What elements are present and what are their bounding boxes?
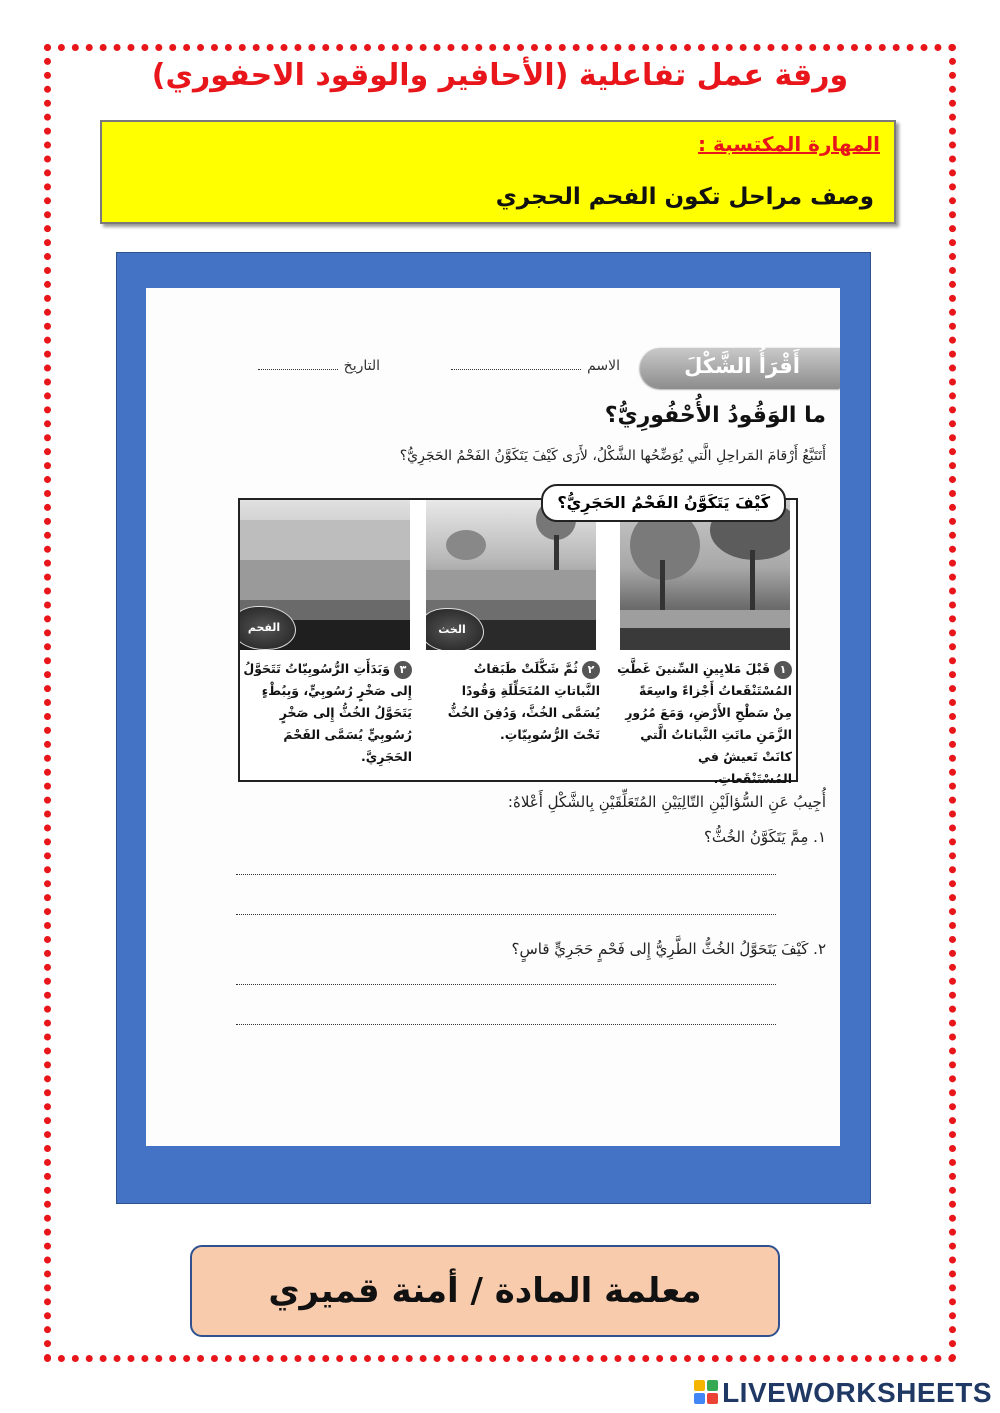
liveworksheets-logo <box>694 1377 992 1409</box>
answer-2-line-1[interactable] <box>236 984 776 985</box>
stage-3-illustration <box>240 500 410 650</box>
date-label: التاريخ <box>343 358 380 374</box>
question-1-number: ١. <box>813 828 826 846</box>
answer-instructions: أُجِيبُ عَنِ السُّؤالَيْنِ التّالِيَيْنِ المُتَعَلِّقَيْنِ بِالشَّكْلِ أَعْلاهُ: <box>507 793 826 811</box>
stage-2-text: ثُمَّ شَكَّلَتْ طَبَقاتُ النَّباتاتِ المُتَحَلِّلَةِ وَقُودًا يُسَمَّى الخُثَّ، وَدُفِنَ الخُثُّ تَحْتَ الرُّسُوبِيّاتِ. <box>447 661 600 742</box>
read-figure-tab-label: أَقْرَأُ الشَّكْلَ <box>684 354 800 378</box>
stage-2-number: ٢ <box>582 661 600 679</box>
name-label: الاسم <box>587 358 620 374</box>
skill-box <box>100 120 896 224</box>
stage-1-text: قَبْلَ مَلايِينِ السِّنينَ غَطَّتِ المُسْتَنْقَعاتُ أَجْزاءً واسِعَةً مِنْ سَطْحِ الأَرْضِ، وَمَعَ مُرُورِ الزَّمَنِ ماتَتِ النَّباتاتُ الَّتي كانَتْ تَعيشُ في المُسْتَنْقَعاتِ. <box>617 661 792 786</box>
coal-label: الفحم <box>240 606 296 650</box>
teacher-name-box: معلمة المادة / أمنة قميري <box>190 1245 780 1337</box>
skill-text: وصف مراحل تكون الفحم الحجري <box>495 184 874 210</box>
question-title: ما الوَقُودُ الأُحْفُورِيُّ؟ <box>604 403 826 428</box>
figure-heading: كَيْفَ يَتَكَوَّنُ الفَحْمُ الحَجَرِيُّ؟ <box>541 484 786 522</box>
stage-2-description <box>424 658 600 746</box>
liveworksheets-logo-icon <box>694 1380 720 1406</box>
stage-3-number: ٣ <box>394 661 412 679</box>
worksheet-title: ورقة عمل تفاعلية (الأحافير والوقود الاحفوري) <box>151 58 849 93</box>
read-figure-tab <box>640 348 840 388</box>
book-page <box>146 288 840 1146</box>
coal-formation-figure <box>238 493 798 786</box>
question-1-text: مِمَّ يَتَكَوَّنُ الخُثُّ؟ <box>703 828 809 846</box>
stage-3-text: وَبَدَأَتِ الرُّسُوبِيّاتُ تَتَحَوَّلُ إِلى صَخْرٍ رُسُوبِيٍّ، وَبِبُطْءٍ يَتَحَوَّلُ الخُثُّ إِلى صَخْرٍ رُسُوبِيٍّ يُسَمَّى الفَحْمَ الحَجَرِيَّ. <box>243 661 412 764</box>
question-2-text: كَيْفَ يَتَحَوَّلُ الخُثُّ الطَّرِيُّ إِلى فَحْمٍ حَجَرِيٍّ قاسٍ؟ <box>511 940 809 958</box>
stage-1-description <box>616 658 792 790</box>
question-2 <box>512 940 827 958</box>
question-2-number: ٢. <box>813 940 826 958</box>
stage-1-illustration <box>620 500 790 650</box>
date-field[interactable] <box>258 358 380 374</box>
skill-label: المهارة المكتسبة : <box>698 132 880 156</box>
answer-2-line-2[interactable] <box>236 1024 776 1025</box>
stage-3-description <box>236 658 412 768</box>
peat-label: الخث <box>426 608 484 650</box>
stage-1-number: ١ <box>774 661 792 679</box>
answer-1-line-1[interactable] <box>236 874 776 875</box>
question-intro: أَتَتَبَّعُ أَرْقامَ المَراحِلِ الَّتي يُوَضِّحُها الشَّكْلُ، لأَرَى كَيْفَ يَتَكَوَّنُ الفَحْمُ الحَجَرِيُّ؟ <box>399 448 826 464</box>
stage-2-illustration <box>426 500 596 650</box>
answer-1-line-2[interactable] <box>236 914 776 915</box>
liveworksheets-brand-text: LIVEWORKSHEETS <box>722 1377 992 1408</box>
question-1 <box>704 828 826 846</box>
name-field[interactable] <box>451 358 620 374</box>
